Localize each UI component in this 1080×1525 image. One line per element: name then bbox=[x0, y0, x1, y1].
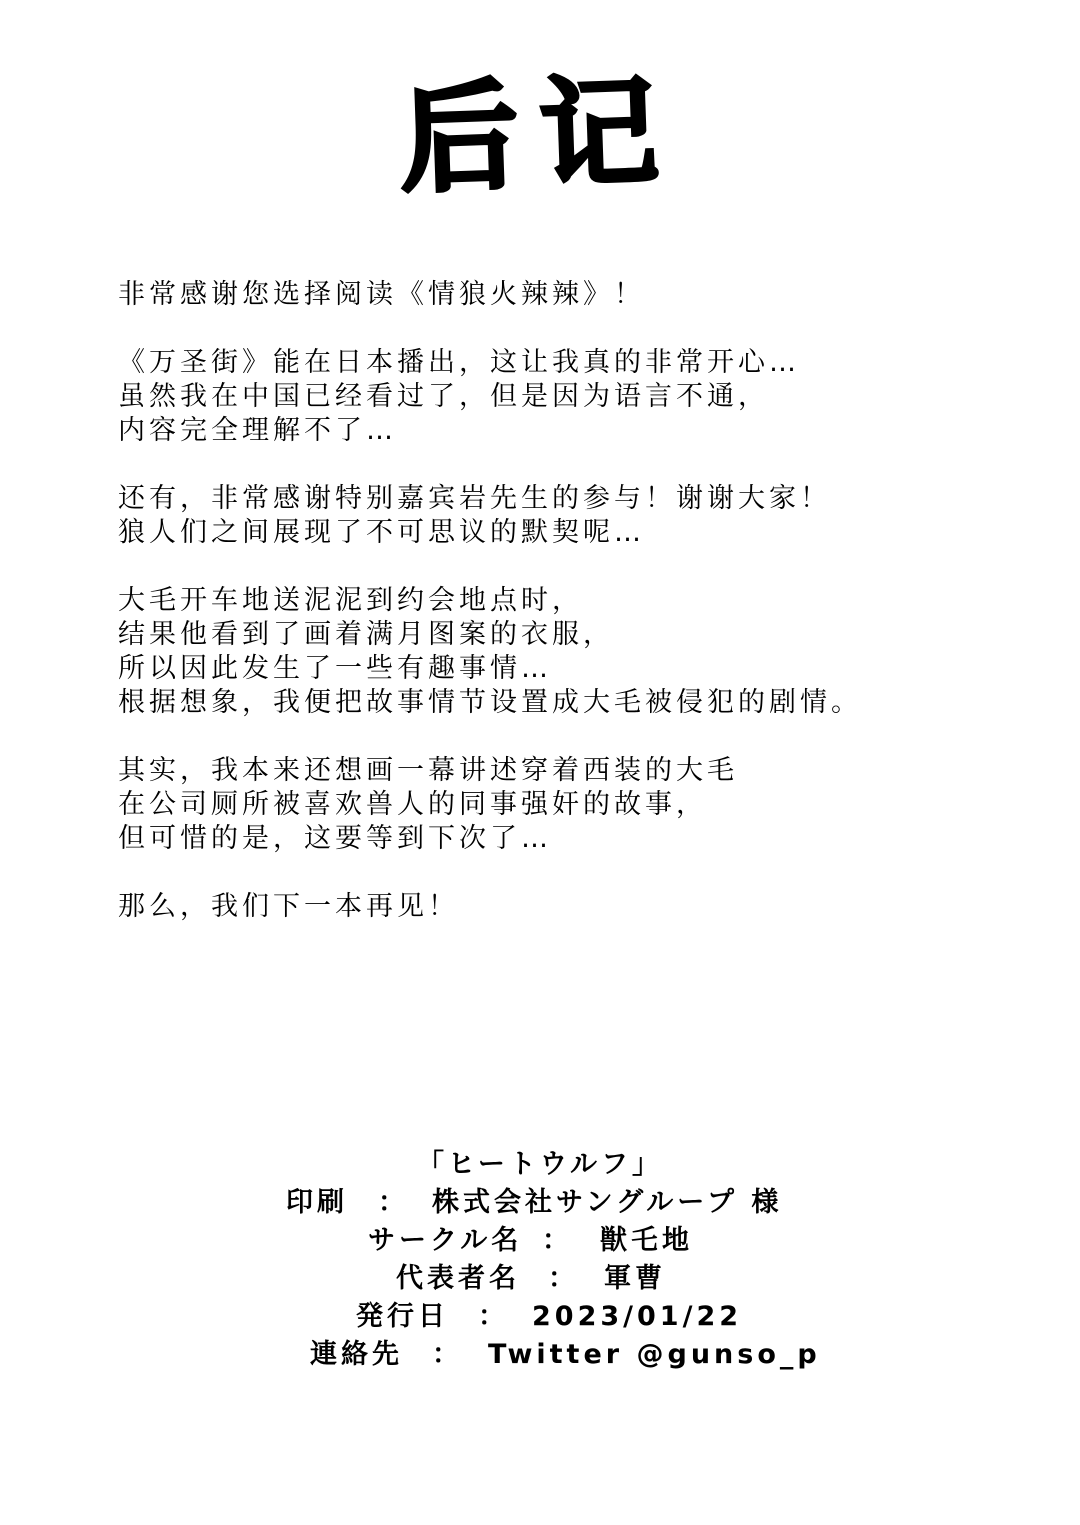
text-line: 那么，我们下一本再见！ bbox=[118, 891, 459, 922]
colophon-row-representative bbox=[0, 1260, 1080, 1298]
colophon-label: 連絡先 bbox=[310, 1339, 403, 1370]
paragraph-broadcast bbox=[118, 346, 1038, 448]
text-line: 其实，我本来还想画一幕讲述穿着西装的大毛 bbox=[118, 755, 738, 786]
colophon-label: サークル名 bbox=[368, 1225, 523, 1256]
colophon-row-circle bbox=[0, 1222, 1080, 1260]
text-line: 在公司厕所被喜欢兽人的同事强奸的故事， bbox=[118, 789, 707, 820]
text-line: 非常感谢您选择阅读《情狼火辣辣》！ bbox=[118, 279, 645, 310]
text-line: 《万圣街》能在日本播出，这让我真的非常开心… bbox=[118, 347, 800, 378]
text-line: 狼人们之间展现了不可思议的默契呢… bbox=[118, 517, 645, 548]
paragraph-guest bbox=[118, 482, 1038, 550]
paragraph-story bbox=[118, 584, 1038, 720]
colophon-separator: ： bbox=[548, 1263, 579, 1294]
text-line: 根据想象，我便把故事情节设置成大毛被侵犯的剧情。 bbox=[118, 687, 862, 718]
colophon-label: 発行日 bbox=[356, 1301, 449, 1332]
colophon-value: 株式会社サングループ 様 bbox=[432, 1187, 783, 1218]
colophon-row-contact bbox=[0, 1336, 1080, 1374]
colophon-separator: ： bbox=[378, 1187, 409, 1218]
paragraph-farewell bbox=[118, 890, 1038, 924]
page-title: 后记 bbox=[397, 61, 683, 209]
paragraph-next-idea bbox=[118, 754, 1038, 856]
colophon-label: 代表者名 bbox=[396, 1263, 520, 1294]
colophon-value: 2023/01/22 bbox=[532, 1301, 743, 1332]
paragraph-thanks bbox=[118, 278, 1038, 312]
colophon-separator: ： bbox=[542, 1225, 573, 1256]
colophon-row-date bbox=[0, 1298, 1080, 1336]
colophon-title: 「ヒートウルフ」 bbox=[416, 1149, 664, 1180]
afterword-body bbox=[118, 278, 1038, 958]
text-line: 虽然我在中国已经看过了，但是因为语言不通， bbox=[118, 381, 769, 412]
colophon-value: Twitter @gunso_p bbox=[488, 1339, 821, 1370]
colophon-separator: ： bbox=[478, 1301, 509, 1332]
colophon-value: 軍曹 bbox=[604, 1263, 666, 1294]
text-line: 但可惜的是，这要等到下次了… bbox=[118, 823, 552, 854]
colophon-value: 獣乇地 bbox=[600, 1225, 693, 1256]
text-line: 大毛开车地送泥泥到约会地点时， bbox=[118, 585, 583, 616]
colophon-row-printer bbox=[0, 1184, 1080, 1222]
text-line: 结果他看到了画着满月图案的衣服， bbox=[118, 619, 614, 650]
text-line: 内容完全理解不了… bbox=[118, 415, 397, 446]
colophon-label: 印刷 bbox=[286, 1187, 348, 1218]
text-line: 所以因此发生了一些有趣事情… bbox=[118, 653, 552, 684]
colophon bbox=[0, 1146, 1080, 1374]
colophon-separator: ： bbox=[432, 1339, 463, 1370]
text-line: 还有，非常感谢特别嘉宾岩先生的参与！谢谢大家！ bbox=[118, 483, 831, 514]
